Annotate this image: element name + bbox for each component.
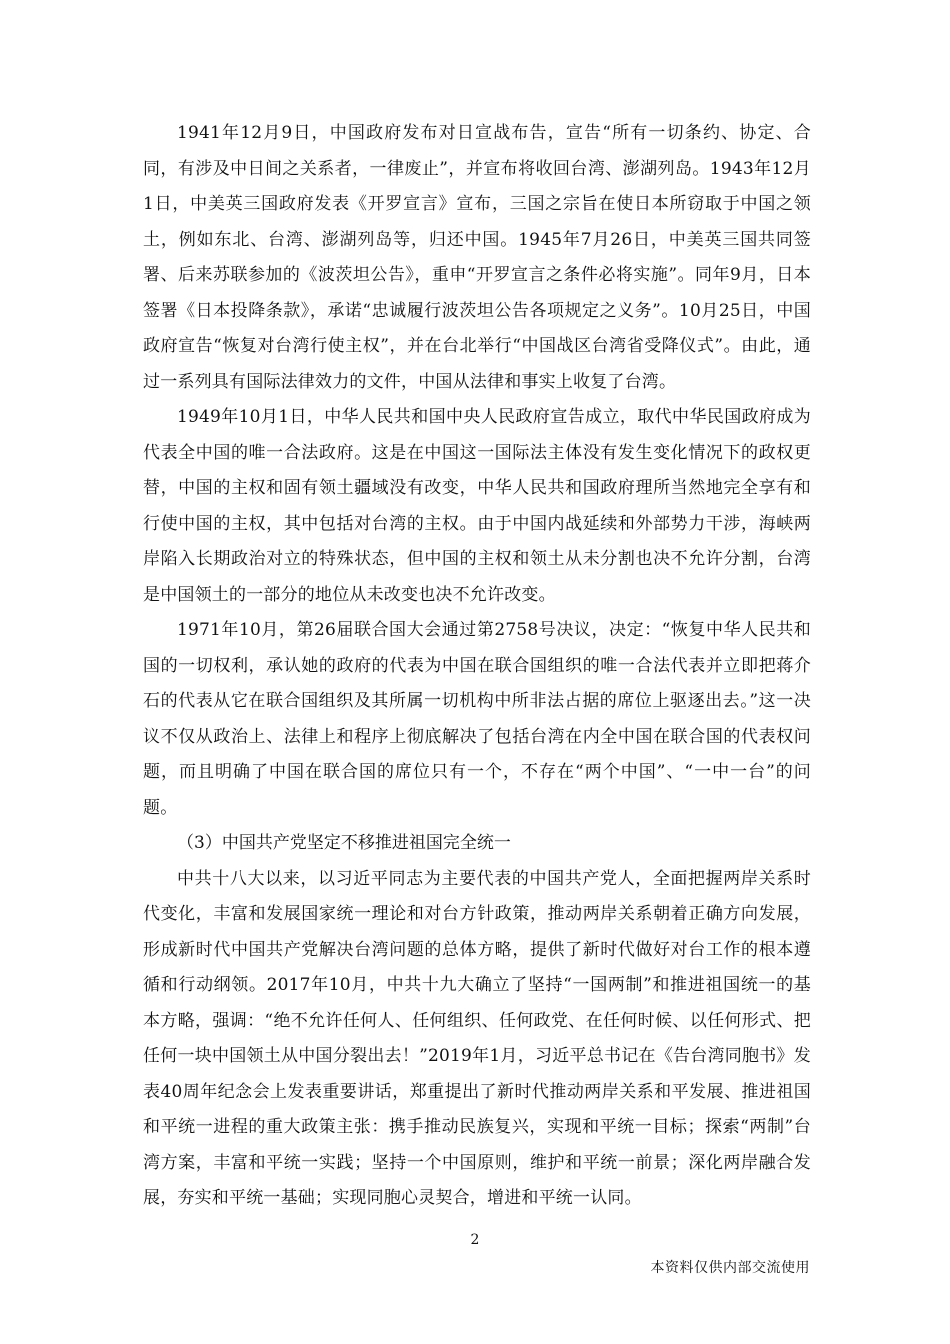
footer-note: 本资料仅供内部交流使用 [650, 1260, 810, 1276]
paragraph-1949-prc-founding: 1949年10月1日，中华人民共和国中央人民政府宣告成立，取代中华民国政府成为代表全中国的唯一合法政府。这是在中国这一国际法主体没有发生变化情况下的政权更替，中国的主权和固有领土疆域没有改变，中华人民共和国政府理所当然地完全享有和行使中国的主权，其中包括对台湾的主权。由于中国内战延续和外部势力干涉，海峡两岸陷入长期政治对立的特殊状态，但中国的主权和领土从未分割也决不允许分割，台湾是中国领土的一部分的地位从未改变也决不允许改变。 [143, 407, 811, 605]
document-body [143, 116, 811, 1217]
page-number: 2 [470, 1232, 480, 1248]
paragraph-1971-un-resolution: 1971年10月，第26届联合国大会通过第2758号决议，决定：“恢复中华人民共和国的一切权利，承认她的政府的代表为中国在联合国组织的唯一合法代表并立即把蒋介石的代表从它在联合国组织及其所属一切机构中所非法占据的席位上驱逐出去。”这一决议不仅从政治上、法律上和程序上彻底解决了包括台湾在内全中国在联合国的代表权问题，而且明确了中国在联合国的席位只有一个，不存在“两个中国”、“一中一台”的问题。 [143, 620, 811, 818]
section-heading: （3）中国共产党坚定不移推进祖国完全统一 [177, 833, 511, 853]
paragraph-new-era-policy: 中共十八大以来，以习近平同志为主要代表的中国共产党人，全面把握两岸关系时代变化，丰富和发展国家统一理论和对台方针政策，推动两岸关系朝着正确方向发展，形成新时代中国共产党解决台湾问题的总体方略，提供了新时代做好对台工作的根本遵循和行动纲领。2017年10月，中共十九大确立了坚持“一国两制”和推进祖国统一的基本方略，强调：“绝不允许任何人、任何组织、任何政党、在任何时候、以任何形式、把任何一块中国领土从中国分裂出去！”2019年1月，习近平总书记在《告台湾同胞书》发表40周年纪念会上发表重要讲话，郑重提出了新时代推动两岸关系和平发展、推进祖国和平统一进程的重大政策主张：携手推动民族复兴，实现和平统一目标；探索“两制”台湾方案，丰富和平统一实践；坚持一个中国原则，维护和平统一前景；深化两岸融合发展，夯实和平统一基础；实现同胞心灵契合，增进和平统一认同。 [143, 868, 811, 1208]
paragraph-1941-declaration: 1941年12月9日，中国政府发布对日宣战布告，宣告“所有一切条约、协定、合同，有涉及中日间之关系者，一律废止”，并宣布将收回台湾、澎湖列岛。1943年12月1日，中美英三国政府发表《开罗宣言》宣布，三国之宗旨在使日本所窃取于中国之领土，例如东北、台湾、澎湖列岛等，归还中国。1945年7月26日，中美英三国共同签署、后来苏联参加的《波茨坦公告》，重申“开罗宣言之条件必将实施”。同年9月，日本签署《日本投降条款》，承诺“忠诚履行波茨坦公告各项规定之义务”。10月25日，中国政府宣告“恢复对台湾行使主权”，并在台北举行“中国战区台湾省受降仪式”。由此，通过一系列具有国际法律效力的文件，中国从法律和事实上收复了台湾。 [143, 123, 811, 392]
